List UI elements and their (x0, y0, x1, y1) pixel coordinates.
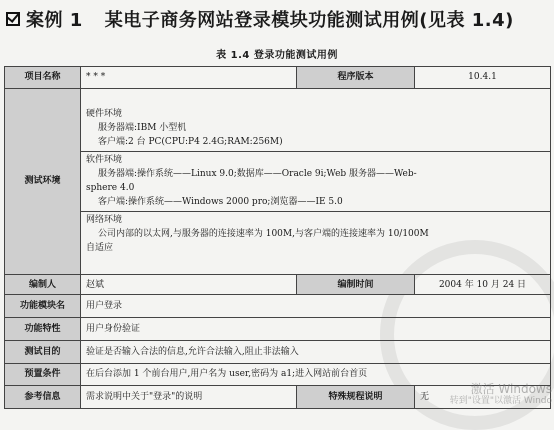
author-value: 赵斌 (81, 274, 297, 295)
date-value: 2004 年 10 月 24 日 (415, 274, 551, 295)
network-line: 公司内部的以太网,与服务器的连接速率为 100M,与客户端的连接速率为 10/100M (98, 228, 429, 239)
test-env-details (81, 88, 551, 274)
feature-label: 功能特性 (5, 318, 81, 341)
test-case-table (4, 66, 551, 409)
hardware-client-line: 客户端:2 台 PC(CPU:P4 2.4G;RAM:256M) (98, 136, 283, 147)
case-heading (6, 4, 554, 34)
module-label: 功能模块名 (5, 295, 81, 318)
watermark-line-2: 转到"设置"以激活 Windo (449, 396, 552, 406)
table-caption: 表 1.4 登录功能测试用例 (216, 50, 338, 61)
network-env (81, 212, 550, 257)
purpose-label: 测试目的 (5, 340, 81, 363)
checkbox-icon (6, 12, 20, 26)
software-server-line-cont: sphere 4.0 (86, 182, 135, 193)
reference-label: 参考信息 (5, 386, 81, 409)
watermark-line-1: 激活 Windows (470, 382, 552, 396)
case-title-text: 某电子商务网站登录模块功能测试用例(见表 1.4) (104, 10, 514, 31)
software-env-title: 软件环境 (86, 154, 123, 165)
software-client-line: 客户端:操作系统——Windows 2000 pro;浏览器——IE 5.0 (98, 196, 343, 207)
special-procedure-label: 特殊规程说明 (297, 386, 415, 409)
special-procedure-value: 无 (415, 386, 551, 409)
software-server-line: 服务器端:操作系统——Linux 9.0;数据库——Oracle 9i;Web 服务器——Web- (98, 168, 417, 179)
project-name-value: * * * (81, 67, 297, 89)
date-label: 编制时间 (297, 274, 415, 295)
hardware-env (81, 106, 550, 152)
project-name-label: 项目名称 (5, 67, 81, 89)
version-label: 程序版本 (297, 67, 415, 89)
case-number: 案例 1 (26, 10, 83, 31)
network-line-cont: 自适应 (86, 242, 114, 253)
test-env-label: 测试环境 (5, 88, 81, 274)
purpose-value: 验证是否输入合法的信息,允许合法输入,阻止非法输入 (81, 340, 551, 363)
windows-activation-watermark (450, 383, 552, 407)
network-env-title: 网络环境 (86, 214, 123, 225)
hardware-server-line: 服务器端:IBM 小型机 (98, 122, 187, 133)
hardware-env-title: 硬件环境 (86, 108, 123, 119)
module-value: 用户登录 (81, 295, 551, 318)
version-value: 10.4.1 (415, 67, 551, 89)
software-env (81, 152, 550, 212)
feature-value: 用户身份验证 (81, 318, 551, 341)
author-label: 编制人 (5, 274, 81, 295)
reference-value: 需求说明中关于"登录"的说明 (81, 386, 297, 409)
precondition-label: 预置条件 (5, 363, 81, 386)
precondition-value: 在后台添加 1 个前台用户,用户名为 user,密码为 a1;进入网站前台首页 (81, 363, 551, 386)
